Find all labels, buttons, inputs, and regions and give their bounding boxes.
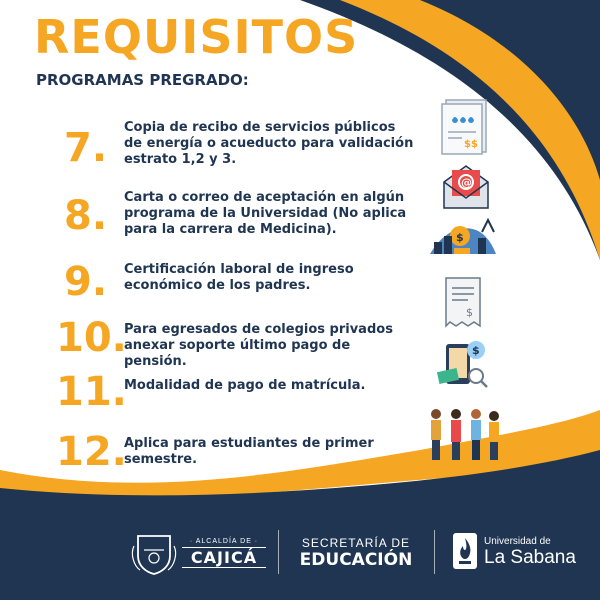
requirement-text: Modalidad de pago de matrícula. <box>124 378 366 393</box>
secretaria-logo-name: EDUCACIÓN <box>299 550 413 570</box>
svg-text:$: $ <box>456 231 464 244</box>
requirement-number: 12. <box>56 429 127 475</box>
cajica-logo <box>182 538 266 568</box>
svg-text:@: @ <box>461 176 472 189</box>
sabana-flame-icon <box>452 532 478 570</box>
requirement-text: Aplica para estudiantes de primer semestre. <box>124 436 374 467</box>
sabana-logo <box>484 536 580 569</box>
cajica-shield-icon <box>130 530 178 578</box>
secretaria-educacion-logo <box>294 536 418 570</box>
receipt-icon <box>440 276 486 328</box>
requirement-number: 9. <box>64 259 108 305</box>
requirement-text: Copia de recibo de servicios públicos de energía o acueducto para validación estrato 1,2 y 3. <box>124 120 414 167</box>
secretaria-logo-top: SECRETARÍA DE <box>301 536 411 550</box>
svg-text:$: $ <box>472 344 480 357</box>
requirement-number: 11. <box>56 369 127 415</box>
svg-text:$$: $$ <box>464 139 478 150</box>
requirement-number: 10. <box>56 315 127 361</box>
svg-text:$: $ <box>466 306 473 319</box>
mobile-payment-icon <box>434 336 492 392</box>
requirement-text: Para egresados de colegios privados anexar soporte último pago de pensión. <box>124 322 393 369</box>
footer-divider <box>278 530 279 574</box>
footer-divider <box>434 530 435 574</box>
requirement-text: Carta o correo de aceptación en algún programa de la Universidad (No aplica para la carrera de Medicina). <box>124 190 407 237</box>
students-group-icon <box>424 404 508 466</box>
sabana-logo-top: Universidad de <box>484 536 551 547</box>
requirement-text: Certificación laboral de ingreso económico de los padres. <box>124 262 354 293</box>
email-letter-icon <box>440 162 492 212</box>
utility-bill-icon <box>440 98 490 156</box>
cajica-logo-top: · ALCALDÍA DE · <box>189 538 259 545</box>
cajica-logo-name: CAJICÁ <box>182 547 266 568</box>
page-subtitle: PROGRAMAS PREGRADO: <box>36 71 249 89</box>
money-growth-icon <box>428 214 498 262</box>
sabana-logo-name: La Sabana <box>484 547 576 568</box>
requirement-number: 7. <box>64 125 108 171</box>
page-title: REQUISITOS <box>34 10 359 64</box>
requirement-number: 8. <box>64 193 108 239</box>
